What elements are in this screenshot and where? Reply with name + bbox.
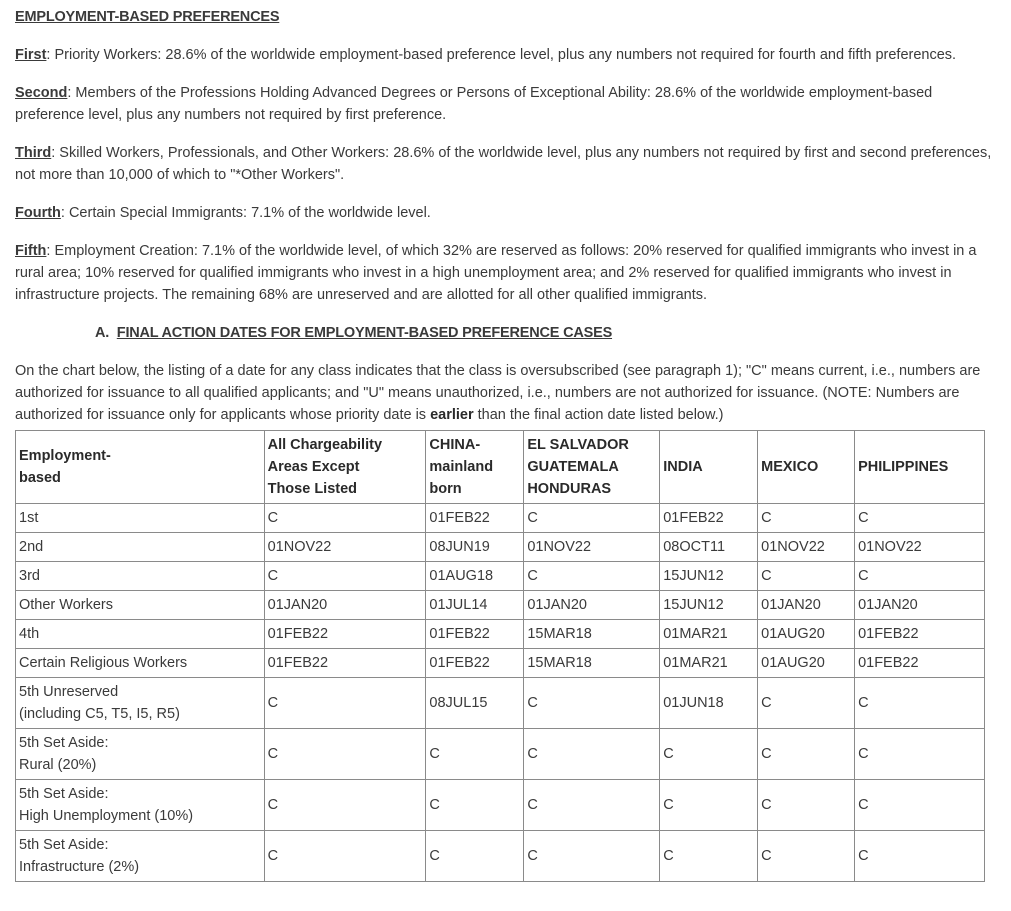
date-cell: C xyxy=(264,729,426,780)
date-cell: 01JAN20 xyxy=(758,591,855,620)
preference-name: First xyxy=(15,47,47,63)
date-cell: 01JAN20 xyxy=(524,591,660,620)
date-cell: C xyxy=(660,729,758,780)
date-cell: 01FEB22 xyxy=(855,649,985,678)
date-cell: 08JUN19 xyxy=(426,533,524,562)
date-cell: C xyxy=(855,562,985,591)
date-cell: C xyxy=(855,831,985,882)
preference-name: Second xyxy=(15,85,68,101)
date-cell: 01FEB22 xyxy=(426,620,524,649)
date-cell: C xyxy=(524,562,660,591)
date-cell: 01NOV22 xyxy=(524,533,660,562)
column-header xyxy=(264,431,426,504)
table-body xyxy=(16,504,985,882)
column-header xyxy=(524,431,660,504)
row-label xyxy=(16,729,265,780)
date-cell: C xyxy=(264,831,426,882)
date-cell: C xyxy=(758,780,855,831)
row-label xyxy=(16,533,265,562)
date-cell: C xyxy=(524,780,660,831)
date-cell: 01NOV22 xyxy=(758,533,855,562)
row-label xyxy=(16,620,265,649)
preference-fifth xyxy=(15,240,995,306)
column-header-line: INDIA xyxy=(663,459,703,475)
date-cell: C xyxy=(264,562,426,591)
date-cell: 01FEB22 xyxy=(264,620,426,649)
row-label xyxy=(16,504,265,533)
preference-fourth xyxy=(15,202,995,224)
preference-text: : Members of the Professions Holding Advanced Degrees or Persons of Exceptional Ability: 28.6% of the worldwide employment-based preference level, plus any numbers not required by first preference. xyxy=(15,85,933,123)
page-heading: EMPLOYMENT-BASED PREFERENCES xyxy=(15,9,280,25)
row-label-line: Rural (20%) xyxy=(19,757,97,773)
date-cell: 01JAN20 xyxy=(264,591,426,620)
row-label-line: (including C5, T5, I5, R5) xyxy=(19,706,180,722)
table-header-row xyxy=(16,431,985,504)
date-cell: 01AUG20 xyxy=(758,649,855,678)
table-row xyxy=(16,780,985,831)
row-label xyxy=(16,831,265,882)
table-row xyxy=(16,678,985,729)
date-cell: C xyxy=(524,729,660,780)
preference-name: Fifth xyxy=(15,243,47,259)
intro-emphasis: earlier xyxy=(430,407,474,423)
date-cell: C xyxy=(264,504,426,533)
table-row xyxy=(16,729,985,780)
row-label-line: Certain Religious Workers xyxy=(19,655,188,671)
date-cell: 01JUN18 xyxy=(660,678,758,729)
table-row xyxy=(16,533,985,562)
date-cell: C xyxy=(426,831,524,882)
column-header-line: MEXICO xyxy=(761,459,819,475)
preference-text: : Certain Special Immigrants: 7.1% of the worldwide level. xyxy=(60,205,431,221)
chart-intro xyxy=(15,360,995,426)
row-label-line: 4th xyxy=(19,626,40,642)
date-cell: 15MAR18 xyxy=(524,620,660,649)
date-cell: C xyxy=(758,678,855,729)
preference-second xyxy=(15,82,995,126)
column-header-line: Those Listed xyxy=(267,481,358,497)
section-letter: A. xyxy=(95,325,110,341)
row-label-line: 1st xyxy=(19,510,39,526)
column-header-line: Areas Except xyxy=(267,459,360,475)
date-cell: C xyxy=(855,780,985,831)
section-title: FINAL ACTION DATES FOR EMPLOYMENT-BASED PREFERENCE CASES xyxy=(116,325,613,341)
date-cell: 01JAN20 xyxy=(855,591,985,620)
preference-text: : Skilled Workers, Professionals, and Other Workers: 28.6% of the worldwide level, plus any numbers not required by first and second preferences, not more than 10,000 of which to "*Other Workers". xyxy=(15,145,992,183)
date-cell: 08JUL15 xyxy=(426,678,524,729)
date-cell: C xyxy=(758,562,855,591)
intro-text-before: On the chart below, the listing of a date for any class indicates that the class is oversubscribed (see paragraph 1); "C" means current, i.e., numbers are authorized for issuance to all qualified applicants; and "U" means unauthorized, i.e., numbers are not authorized for issuance. (NOTE: Numbers are authorized for issuance only for applicants whose priority date is xyxy=(15,363,981,423)
date-cell: 01AUG18 xyxy=(426,562,524,591)
date-cell: 01FEB22 xyxy=(660,504,758,533)
date-cell: C xyxy=(855,678,985,729)
intro-text-after: than the final action date listed below.) xyxy=(473,407,724,423)
date-cell: 01FEB22 xyxy=(855,620,985,649)
column-header-line: EL SALVADOR xyxy=(527,437,629,453)
date-cell: C xyxy=(855,504,985,533)
column-header xyxy=(16,431,265,504)
row-label-line: 3rd xyxy=(19,568,40,584)
column-header-line: based xyxy=(19,470,61,486)
date-cell: 15MAR18 xyxy=(524,649,660,678)
date-cell: C xyxy=(758,504,855,533)
table-row xyxy=(16,620,985,649)
row-label-line: 5th Set Aside: xyxy=(19,786,109,802)
row-label xyxy=(16,562,265,591)
date-cell: C xyxy=(524,831,660,882)
column-header xyxy=(426,431,524,504)
date-cell: 01FEB22 xyxy=(426,504,524,533)
date-cell: C xyxy=(426,780,524,831)
date-cell: C xyxy=(660,831,758,882)
date-cell: C xyxy=(426,729,524,780)
date-cell: 01MAR21 xyxy=(660,620,758,649)
row-label-line: Other Workers xyxy=(19,597,114,613)
column-header xyxy=(855,431,985,504)
final-action-dates-table xyxy=(15,430,985,882)
date-cell: C xyxy=(758,729,855,780)
date-cell: C xyxy=(264,678,426,729)
column-header-line: HONDURAS xyxy=(527,481,612,497)
date-cell: C xyxy=(524,678,660,729)
preference-third xyxy=(15,142,995,186)
table-row xyxy=(16,504,985,533)
row-label xyxy=(16,591,265,620)
table-row xyxy=(16,591,985,620)
column-header-line: CHINA- xyxy=(429,437,481,453)
preference-text: : Employment Creation: 7.1% of the worldwide level, of which 32% are reserved as follows: 20% reserved for qualified immigrants who invest in a rural area; 10% reserved for qualified immigrants who invest in a high unemployment area; and 2% reserved for qualified immigrants who invest in infrastructure projects. The remaining 68% are unreserved and are allotted for all other qualified immigrants. xyxy=(15,243,977,303)
date-cell: 01FEB22 xyxy=(426,649,524,678)
row-label xyxy=(16,678,265,729)
column-header-line: Employment- xyxy=(19,448,111,464)
date-cell: 01NOV22 xyxy=(855,533,985,562)
date-cell: 01FEB22 xyxy=(264,649,426,678)
preference-first xyxy=(15,44,995,66)
date-cell: 08OCT11 xyxy=(660,533,758,562)
table-row xyxy=(16,562,985,591)
preference-name: Fourth xyxy=(15,205,61,221)
row-label xyxy=(16,780,265,831)
column-header-line: PHILIPPINES xyxy=(858,459,949,475)
preference-name: Third xyxy=(15,145,52,161)
preference-text: : Priority Workers: 28.6% of the worldwide employment-based preference level, plus any numbers not required for fourth and fifth preferences. xyxy=(46,47,957,63)
date-cell: C xyxy=(660,780,758,831)
date-cell: C xyxy=(524,504,660,533)
row-label-line: 5th Set Aside: xyxy=(19,837,109,853)
date-cell: C xyxy=(758,831,855,882)
table-row xyxy=(16,649,985,678)
date-cell: 01AUG20 xyxy=(758,620,855,649)
row-label-line: 5th Set Aside: xyxy=(19,735,109,751)
row-label xyxy=(16,649,265,678)
column-header xyxy=(660,431,758,504)
date-cell: 01JUL14 xyxy=(426,591,524,620)
section-heading xyxy=(15,322,995,344)
row-label-line: High Unemployment (10%) xyxy=(19,808,194,824)
row-label-line: 2nd xyxy=(19,539,44,555)
date-cell: 15JUN12 xyxy=(660,562,758,591)
column-header-line: mainland xyxy=(429,459,494,475)
column-header-line: GUATEMALA xyxy=(527,459,619,475)
column-header-line: born xyxy=(429,481,462,497)
table-row xyxy=(16,831,985,882)
row-label-line: 5th Unreserved xyxy=(19,684,119,700)
date-cell: 15JUN12 xyxy=(660,591,758,620)
row-label-line: Infrastructure (2%) xyxy=(19,859,140,875)
date-cell: 01MAR21 xyxy=(660,649,758,678)
date-cell: C xyxy=(264,780,426,831)
column-header-line: All Chargeability xyxy=(267,437,383,453)
column-header xyxy=(758,431,855,504)
date-cell: C xyxy=(855,729,985,780)
date-cell: 01NOV22 xyxy=(264,533,426,562)
